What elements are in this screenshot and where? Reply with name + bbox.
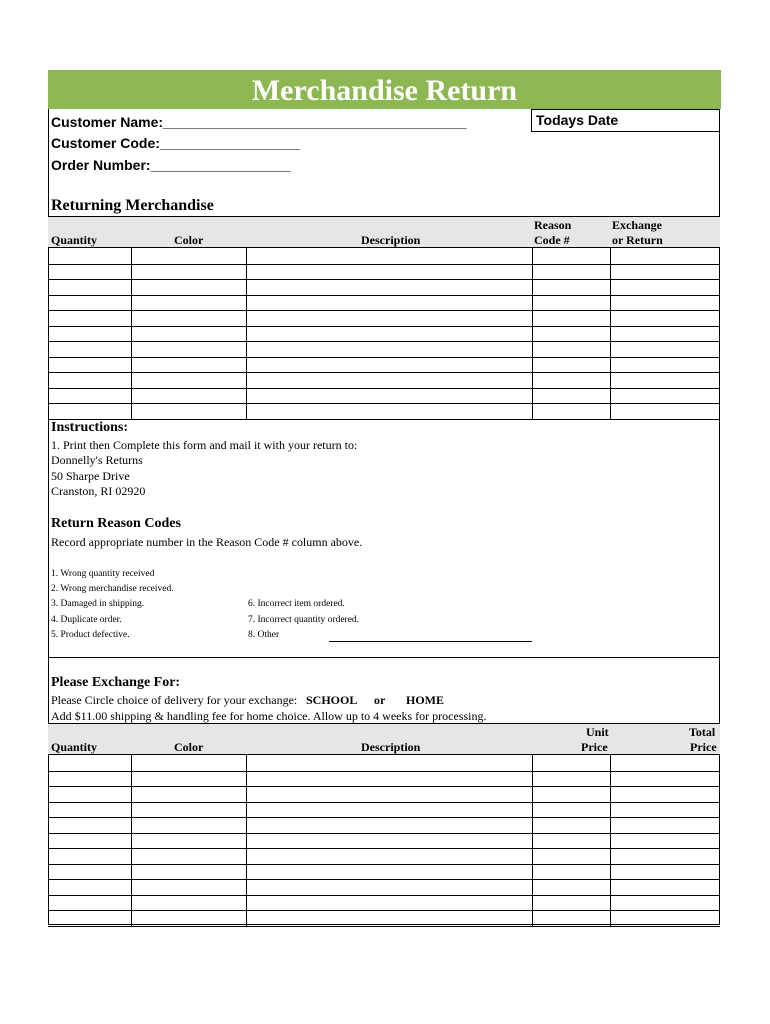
table-row-line xyxy=(48,279,720,280)
instructions-line1: 1. Print then Complete this form and mail it with your return to: xyxy=(51,438,358,452)
col-quantity: Quantity xyxy=(51,233,98,247)
table-column-line xyxy=(610,248,611,419)
table-row-line xyxy=(48,357,720,358)
col-exchange-line2: or Return xyxy=(612,233,663,247)
exchange-table-header xyxy=(48,723,720,755)
reason-code-6: 6. Incorrect item ordered. xyxy=(248,599,345,609)
table-column-line xyxy=(246,248,247,419)
table-row-line xyxy=(48,926,720,927)
col-total-price-line2: Price xyxy=(690,740,717,754)
table-row-line xyxy=(48,802,720,803)
reason-code-4: 4. Duplicate order. xyxy=(51,615,122,625)
table-row-line xyxy=(48,341,720,342)
table-row-line xyxy=(48,910,720,911)
col-color: Color xyxy=(174,740,204,754)
other-reason-line[interactable] xyxy=(329,641,532,642)
reason-code-3: 3. Damaged in shipping. xyxy=(51,599,145,609)
col-total-price-line1: Total xyxy=(689,725,716,739)
exchange-heading: Please Exchange For: xyxy=(51,675,181,690)
col-quantity: Quantity xyxy=(51,740,98,754)
table-column-line xyxy=(246,755,247,926)
table-row-line xyxy=(48,786,720,787)
col-unit-price-line2: Price xyxy=(581,740,608,754)
order-number-field[interactable]: Order Number:__________________ xyxy=(51,157,291,173)
table-row-line xyxy=(48,419,720,420)
table-row-line xyxy=(48,771,720,772)
section-divider xyxy=(48,657,720,658)
shipping-fee-note: Add $11.00 shipping & handling fee for home choice. Allow up to 4 weeks for processing. xyxy=(51,709,487,723)
table-row-line xyxy=(48,817,720,818)
col-reason-line1: Reason xyxy=(534,218,572,232)
instructions-line4: Cranston, RI 02920 xyxy=(51,484,146,498)
table-column-line xyxy=(532,248,533,419)
instructions-line2: Donnelly's Returns xyxy=(51,453,143,467)
reason-codes-heading: Return Reason Codes xyxy=(51,516,181,531)
table-row-line xyxy=(48,879,720,880)
table-column-line xyxy=(610,755,611,926)
delivery-option-or: or xyxy=(374,693,386,707)
instructions-heading: Instructions: xyxy=(51,420,129,435)
col-color: Color xyxy=(174,233,204,247)
table-row-line xyxy=(48,895,720,896)
form-title: Merchandise Return xyxy=(48,70,721,109)
delivery-option-home[interactable]: HOME xyxy=(406,693,444,707)
table-column-line xyxy=(131,755,132,926)
table-row-line xyxy=(48,372,720,373)
table-row-line xyxy=(48,295,720,296)
reason-code-5: 5. Product defective. xyxy=(51,630,130,640)
table-row-line xyxy=(48,326,720,327)
table-column-line xyxy=(532,755,533,926)
delivery-option-school[interactable]: SCHOOL xyxy=(306,693,358,707)
col-reason-line2: Code # xyxy=(534,233,570,247)
reason-codes-note: Record appropriate number in the Reason Code # column above. xyxy=(51,535,363,549)
instructions-line3: 50 Sharpe Drive xyxy=(51,469,130,483)
reason-code-2: 2. Wrong merchandise received. xyxy=(51,584,174,594)
returning-merchandise-heading: Returning Merchandise xyxy=(51,197,214,214)
table-row-line xyxy=(48,388,720,389)
table-row-line xyxy=(48,310,720,311)
reason-code-7: 7. Incorrect quantity ordered. xyxy=(248,615,360,625)
table-row-line xyxy=(48,264,720,265)
customer-code-field[interactable]: Customer Code:__________________ xyxy=(51,135,301,151)
table-row-line xyxy=(48,403,720,404)
col-exchange-line1: Exchange xyxy=(612,218,663,232)
col-description: Description xyxy=(361,233,421,247)
customer-name-field[interactable]: Customer Name:_______________________________________ xyxy=(51,114,467,130)
col-description: Description xyxy=(361,740,421,754)
todays-date-field[interactable]: Todays Date xyxy=(531,109,720,132)
table-column-line xyxy=(131,248,132,419)
table-row-line xyxy=(48,848,720,849)
col-unit-price-line1: Unit xyxy=(586,725,609,739)
returning-table-header xyxy=(48,216,720,248)
delivery-instruction: Please Circle choice of delivery for your exchange: xyxy=(51,693,298,707)
table-row-line xyxy=(48,833,720,834)
reason-code-1: 1. Wrong quantity received xyxy=(51,569,155,579)
table-row-line xyxy=(48,864,720,865)
reason-code-8: 8. Other xyxy=(248,630,280,640)
